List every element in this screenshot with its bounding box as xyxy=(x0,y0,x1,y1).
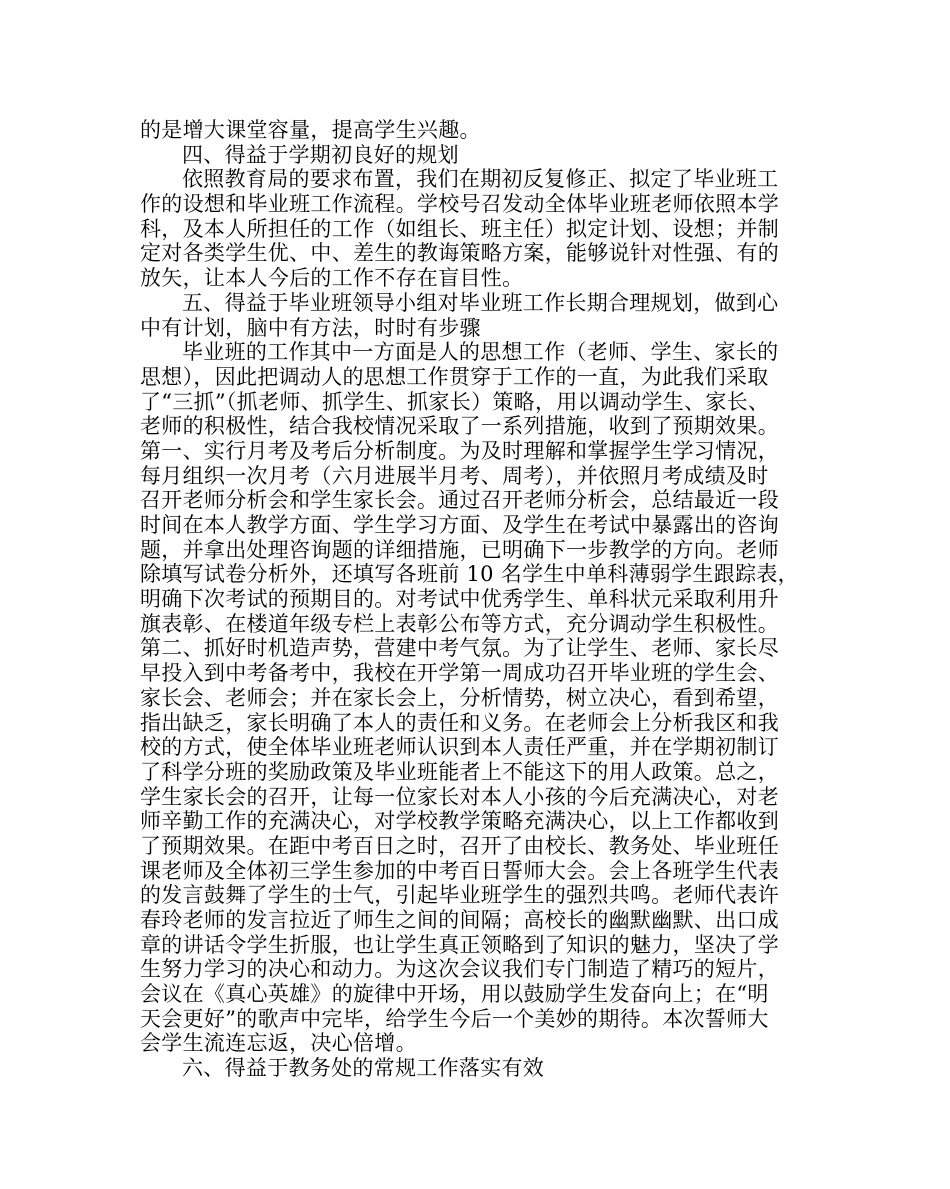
document-line: 早投入到中考备考中，我校在开学第一周成功召开毕业班的学生会、 xyxy=(140,661,779,686)
document-body-text xyxy=(140,118,816,1081)
document-line: 家长会、老师会；并在家长会上，分析情势，树立决心，看到希望， xyxy=(140,685,779,710)
document-line: 课老师及全体初三学生参加的中考百日誓师大会。会上各班学生代表 xyxy=(140,858,779,883)
document-line: 了“三抓”（抓老师、抓学生、抓家长）策略，用以调动学生、家长、 xyxy=(140,389,770,414)
document-line: 学生家长会的召开，让每一位家长对本人小孩的今后充满决心，对老 xyxy=(140,784,779,809)
document-line: 指出缺乏，家长明确了本人的责任和义务。在老师会上分析我区和我 xyxy=(140,710,779,735)
document-line: 毕业班的工作其中一方面是人的思想工作（老师、学生、家长的 xyxy=(182,340,779,365)
document-line: 了预期效果。在距中考百日之时，召开了由校长、教务处、毕业班任 xyxy=(140,833,779,858)
document-line: 了科学分班的奖励政策及毕业班能者上不能这下的用人政策。总之， xyxy=(140,759,779,784)
document-line: 四、得益于学期初良好的规划 xyxy=(182,142,459,167)
document-line: 第二、抓好时机造声势，营建中考气氛。为了让学生、老师、家长尽 xyxy=(140,636,779,661)
document-line: 思想），因此把调动人的思想工作贯穿于工作的一直，为此我们采取 xyxy=(140,364,769,389)
document-line: 第一、实行月考及考后分析制度。为及时理解和掌握学生学习情况， xyxy=(140,438,779,463)
document-line: 明确下次考试的预期目的。对考试中优秀学生、单科状元采取利用升 xyxy=(140,587,779,612)
document-line: 每月组织一次月考（六月进展半月考、周考），并依照月考成绩及时 xyxy=(140,463,769,488)
document-line: 作的设想和毕业班工作流程。学校号召发动全体毕业班老师依照本学 xyxy=(140,192,779,217)
document-line: 定对各类学生优、中、差生的教诲策略方案，能够说针对性强、有的 xyxy=(140,241,779,266)
document-line: 的是增大课堂容量，提高学生兴趣。 xyxy=(140,118,481,142)
document-line: 春玲老师的发言拉近了师生之间的间隔；高校长的幽默幽默、出口成 xyxy=(140,908,779,932)
document-line: 题，并拿出处理咨询题的详细措施，已明确下一步教学的方向。老师 xyxy=(140,537,779,562)
document-line: 召开老师分析会和学生家长会。通过召开老师分析会，总结最近一段 xyxy=(140,488,779,513)
document-line: 中有计划，脑中有方法，时时有步骤 xyxy=(140,315,481,340)
document-line: 依照教育局的要求布置，我们在期初反复修正、拟定了毕业班工 xyxy=(182,167,779,192)
document-line: 生努力学习的决心和动力。为这次会议我们专门制造了精巧的短片， xyxy=(140,957,779,982)
document-line: 科，及本人所担任的工作（如组长、班主任）拟定计划、设想；并制 xyxy=(140,216,779,241)
document-line: 放矢，让本人今后的工作不存在盲目性。 xyxy=(140,266,524,291)
document-line: 五、得益于毕业班领导小组对毕业班工作长期合理规划，做到心 xyxy=(182,290,779,315)
document-line: 师辛勤工作的充满决心，对学校教学策略充满决心，以上工作都收到 xyxy=(140,809,779,834)
document-line: 章的讲话令学生折服，也让学生真正领略到了知识的魅力，坚决了学 xyxy=(140,932,779,957)
document-line: 老师的积极性，结合我校情况采取了一系列措施，收到了预期效果。 xyxy=(140,414,779,439)
document-line: 的发言鼓舞了学生的士气，引起毕业班学生的强烈共鸣。老师代表许 xyxy=(140,883,779,908)
document-line: 会学生流连忘返，决心倍增。 xyxy=(140,1031,417,1056)
document-line: 旗表彰、在楼道年级专栏上表彰公布等方式，充分调动学生积极性。 xyxy=(140,611,779,636)
document-line: 校的方式，使全体毕业班老师认识到本人责任严重，并在学期初制订 xyxy=(140,735,779,760)
document-line: 六、得益于教务处的常规工作落实有效 xyxy=(182,1056,545,1081)
document-line: 会议在《真心英雄》的旋律中开场，用以鼓励学生发奋向上；在“明 xyxy=(140,982,769,1007)
document-line: 除填写试卷分析外，还填写各班前 10 名学生中单科薄弱学生跟踪表， xyxy=(140,562,799,587)
document-line: 时间在本人教学方面、学生学习方面、及学生在考试中暴露出的咨询 xyxy=(140,513,779,537)
document-line: 天会更好”的歌声中完毕，给学生今后一个美妙的期待。本次誓师大 xyxy=(140,1006,769,1031)
